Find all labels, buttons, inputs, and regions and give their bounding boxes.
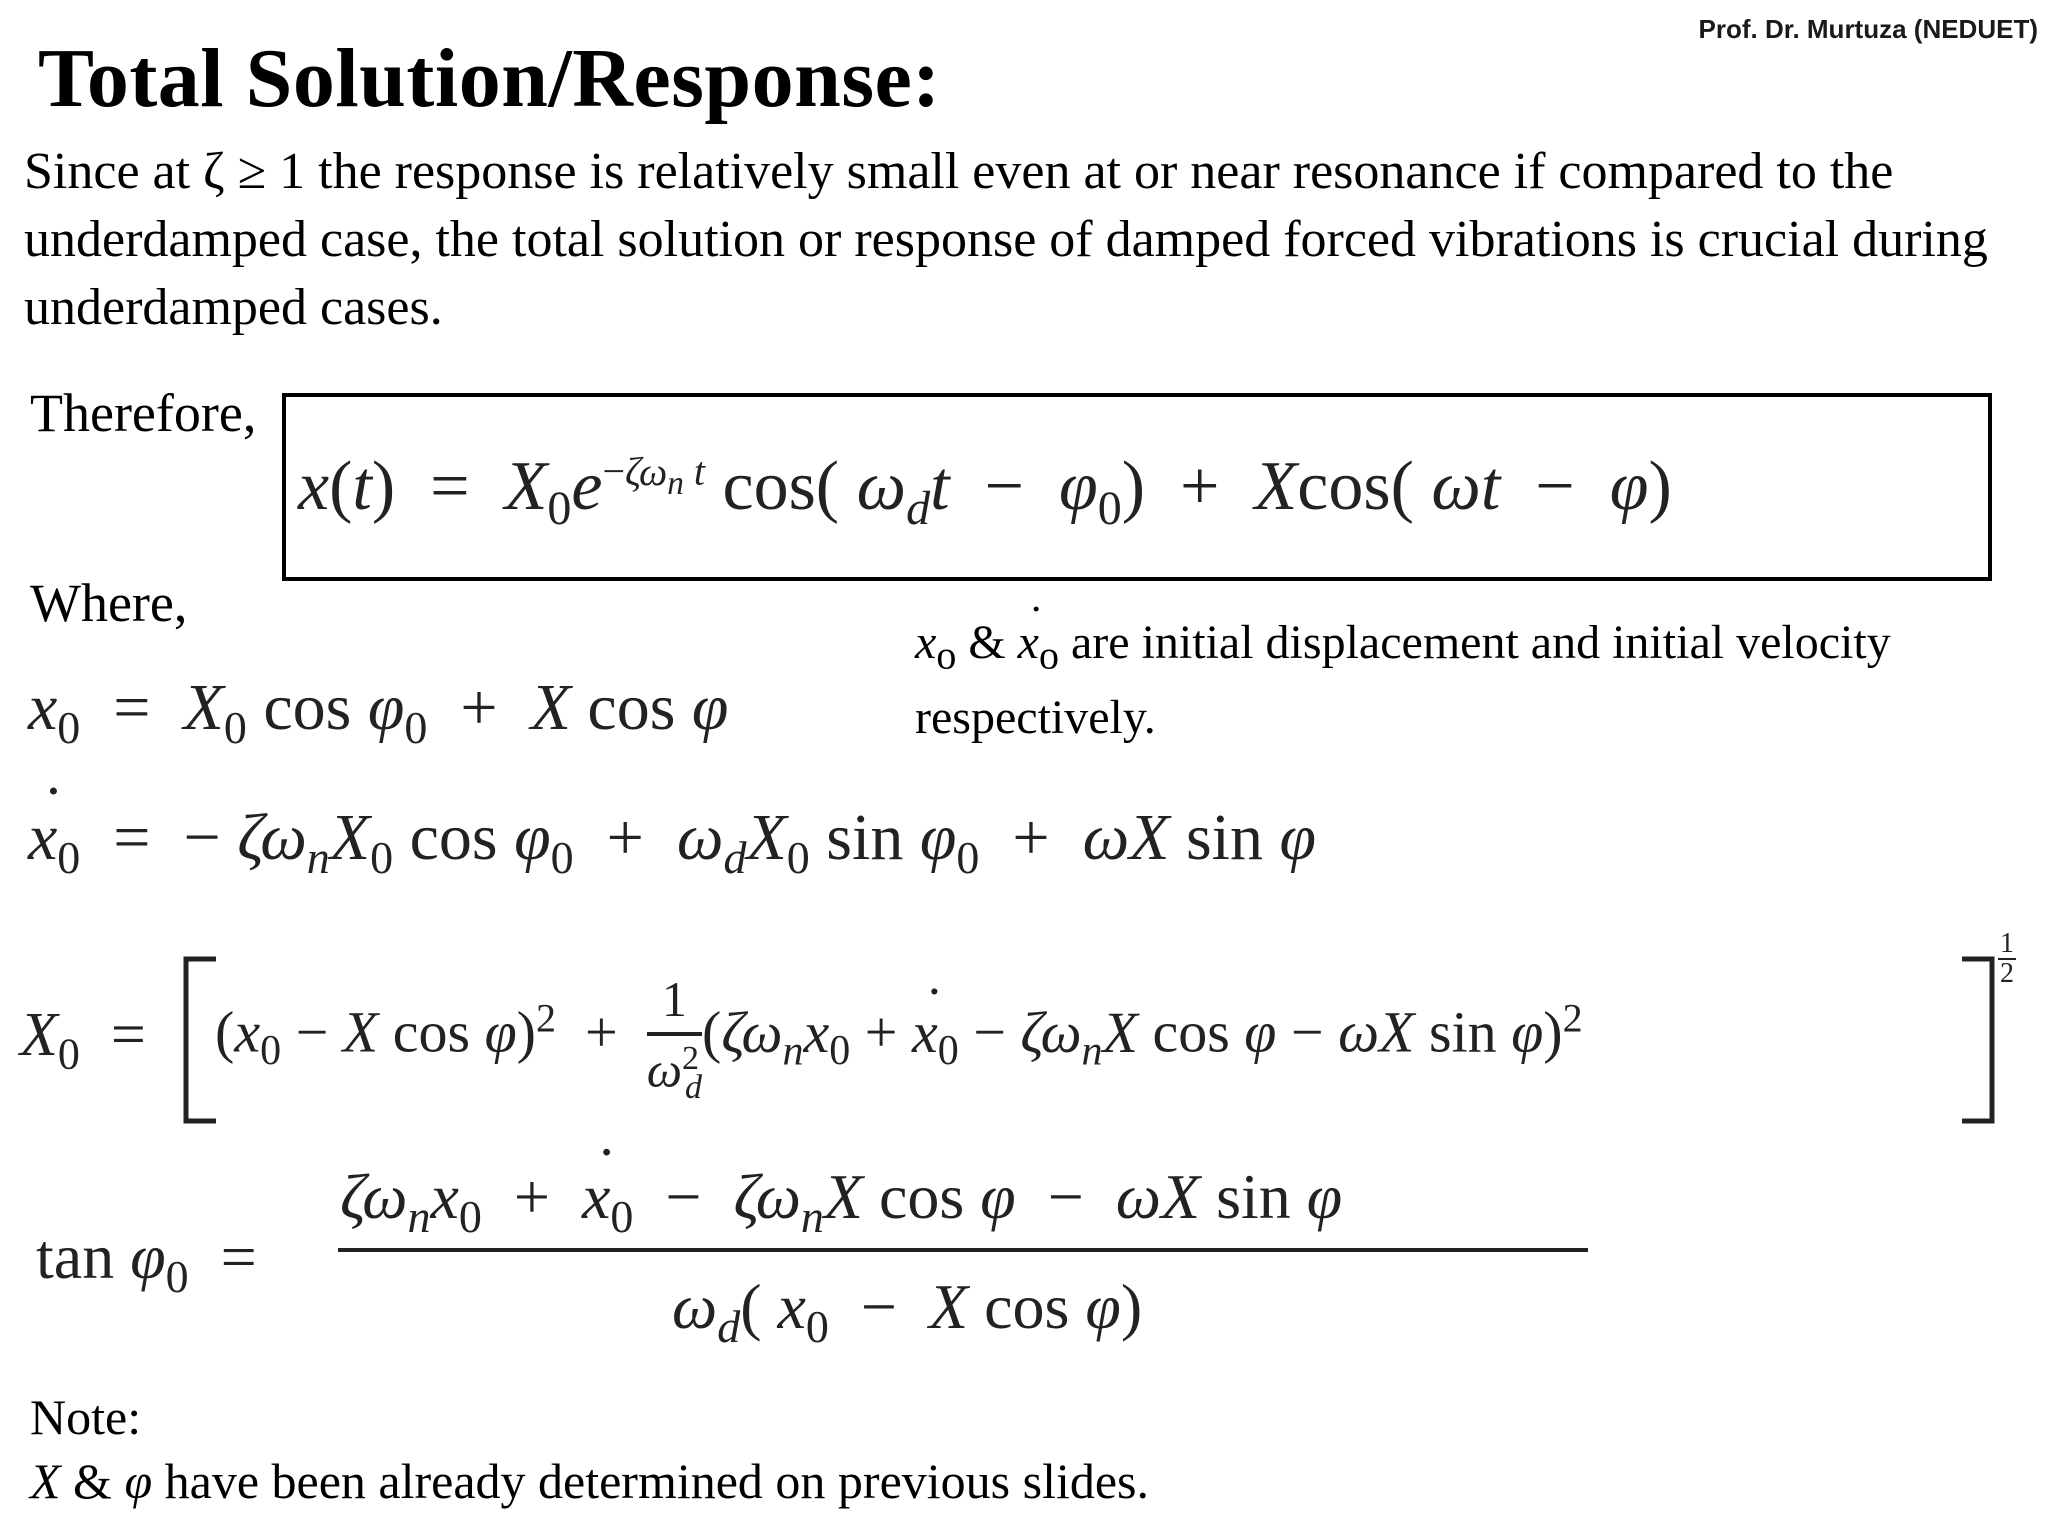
- note-rest: have been already determined on previous slides.: [152, 1453, 1149, 1509]
- intro-paragraph: Since at ζ ≥ 1 the response is relatively small even at or near resonance if compared to the underdamped case, the total solution or response of damped forced vibrations is crucial during underdamped cases.: [24, 143, 1988, 336]
- xdot0-subscript: o: [1038, 632, 1059, 678]
- note-ampersand: &: [60, 1453, 125, 1509]
- therefore-label: Therefore,: [30, 383, 257, 443]
- tan-phi0-numerator: $\zeta\omega_nx_0 + x$ $˙_0 - \zeta\omega_nX$ cos φ − ωX sin φ: [340, 1160, 1342, 1243]
- half-exponent: 1 2: [2000, 928, 2014, 989]
- total-solution-box: [282, 393, 1992, 581]
- x0-subscript: o: [936, 632, 957, 678]
- tan-phi0-denominator: $\omega_d$( $x_0 - X$ cos φ): [672, 1271, 1143, 1352]
- ampersand: &: [956, 616, 1018, 669]
- left-bracket: [180, 955, 220, 1125]
- right-bracket: [1958, 955, 1998, 1125]
- total-solution-equation: $x(t) = X_0e^{-\zeta\omega_n t}$ cos( $\omega_dt - \varphi_0) + Xcos$( ωt − φ): [298, 448, 1672, 535]
- initial-conditions-text: are initial displacement and initial velocity respectively.: [915, 616, 1891, 744]
- tan-phi0-lhs: $\tan \varphi_0$ =: [36, 1221, 257, 1302]
- note-block: [30, 1385, 1149, 1513]
- x0-symbol: x: [915, 616, 937, 669]
- slide-title: Total Solution/Response:: [38, 32, 941, 125]
- xdot0-equation: x $˙_0$ = − $\zeta\omega_nX_0$ $\cos \varphi_0 + \omega_dX_0$ $\sin \varphi_0 + \omega X$ sin φ: [28, 800, 1316, 884]
- where-label: Where,: [30, 573, 188, 633]
- note-label: Note:: [30, 1389, 142, 1445]
- xdot0-symbol: x ˙: [1018, 612, 1039, 674]
- author-credit: Prof. Dr. Murtuza (NEDUET): [1698, 14, 2038, 44]
- initial-conditions-note: [915, 612, 2015, 749]
- note-text: [30, 1449, 1149, 1513]
- X0-lhs: $X_0$ =: [20, 1001, 146, 1079]
- note-symbol-X: X: [30, 1453, 61, 1509]
- note-symbol-phi: φ: [124, 1453, 153, 1509]
- fraction-line: [338, 1248, 1588, 1252]
- X0-bracket-content: ($x_0 - X$ cos φ)$^2$ + $\frac{1}{\omega^2_d}$ ($\zeta\omega_nx_0 + x$ $˙_0 - \zeta\omega_nX$ cos φ − ωX sin φ)$^2$: [215, 970, 1583, 1107]
- x0-equation: $x_0 = X_0$ $\cos \varphi_0 + X$ cos φ: [28, 671, 729, 754]
